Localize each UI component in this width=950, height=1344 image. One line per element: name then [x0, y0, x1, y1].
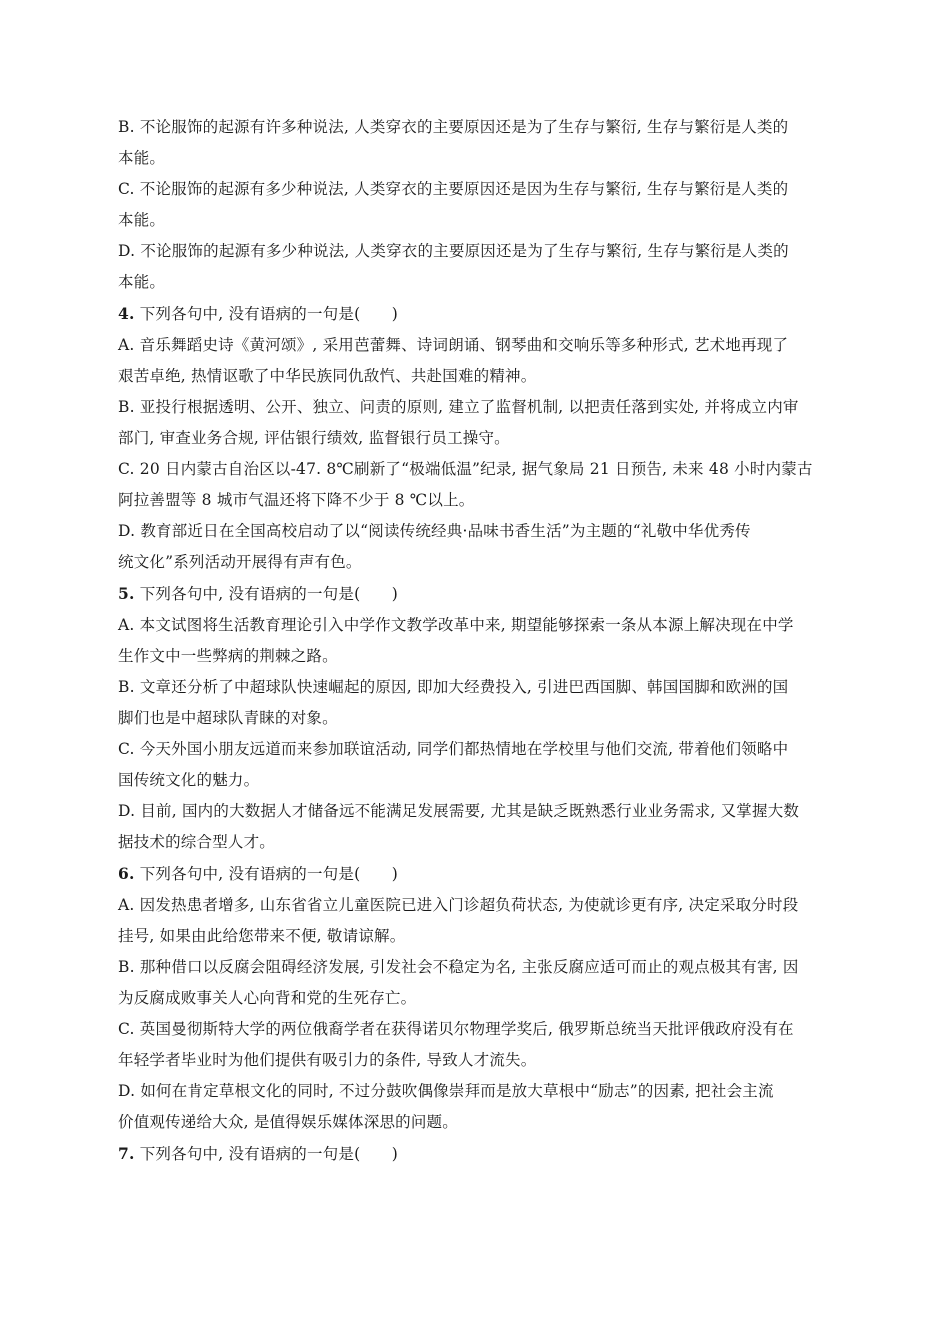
answer-option	[118, 516, 828, 578]
answer-option	[118, 1076, 828, 1138]
answer-option	[118, 952, 828, 1014]
question-text: 下列各句中, 没有语病的一句是( )	[134, 585, 398, 603]
text-line: C. 20 日内蒙古自治区以-47. 8℃刷新了“极端低温”纪录, 据气象局 21 日预告, 未来 48 小时内蒙古	[118, 460, 813, 478]
document-page	[118, 112, 828, 1170]
question-text: 下列各句中, 没有语病的一句是( )	[134, 1145, 398, 1163]
text-line: D. 目前, 国内的大数据人才储备远不能满足发展需要, 尤其是缺乏既熟悉行业业务需求, 又掌握大数	[118, 802, 800, 820]
text-line: B. 亚投行根据透明、公开、独立、问责的原则, 建立了监督机制, 以把责任落到实处, 并将成立内审	[118, 398, 799, 416]
question-stem	[118, 578, 828, 610]
text-line: 生作文中一些弊病的荆棘之路。	[118, 647, 338, 665]
text-line: 国传统文化的魅力。	[118, 771, 260, 789]
question-stem	[118, 858, 828, 890]
text-line: C. 英国曼彻斯特大学的两位俄裔学者在获得诺贝尔物理学奖后, 俄罗斯总统当天批评俄政府没有在	[118, 1020, 794, 1038]
answer-option	[118, 236, 828, 298]
text-line: 阿拉善盟等 8 城市气温还将下降不少于 8 ℃以上。	[118, 491, 475, 509]
text-line: A. 音乐舞蹈史诗《黄河颂》, 采用芭蕾舞、诗词朗诵、钢琴曲和交响乐等多种形式, 艺术地再现了	[118, 336, 789, 354]
text-line: 本能。	[118, 211, 166, 229]
text-line: B. 那种借口以反腐会阻碍经济发展, 引发社会不稳定为名, 主张反腐应适可而止的观点极其有害, 因	[118, 958, 799, 976]
text-line: 挂号, 如果由此给您带来不便, 敬请谅解。	[118, 927, 406, 945]
question-number: 4.	[118, 304, 135, 323]
answer-option	[118, 1014, 828, 1076]
answer-option	[118, 610, 828, 672]
text-line: 本能。	[118, 149, 166, 167]
answer-option	[118, 734, 828, 796]
text-line: C. 不论服饰的起源有多少种说法, 人类穿衣的主要原因还是因为生存与繁衍, 生存与繁衍是人类的	[118, 180, 789, 198]
text-line: 艰苦卓绝, 热情讴歌了中华民族同仇敌忾、共赴国难的精神。	[118, 367, 537, 385]
text-line: A. 本文试图将生活教育理论引入中学作文教学改革中来, 期望能够探索一条从本源上解决现在中学	[118, 616, 794, 634]
text-line: 为反腐成败事关人心向背和党的生死存亡。	[118, 989, 417, 1007]
answer-option	[118, 796, 828, 858]
text-line: 价值观传递给大众, 是值得娱乐媒体深思的问题。	[118, 1113, 458, 1131]
text-line: 脚们也是中超球队青睐的对象。	[118, 709, 338, 727]
question-stem	[118, 298, 828, 330]
text-line: B. 不论服饰的起源有许多种说法, 人类穿衣的主要原因还是为了生存与繁衍, 生存与繁衍是人类的	[118, 118, 789, 136]
text-line: 本能。	[118, 273, 166, 291]
text-line: 年轻学者毕业时为他们提供有吸引力的条件, 导致人才流失。	[118, 1051, 537, 1069]
answer-option	[118, 392, 828, 454]
question-number: 6.	[118, 864, 135, 883]
text-line	[118, 858, 828, 890]
text-line	[118, 298, 828, 330]
question-text: 下列各句中, 没有语病的一句是( )	[134, 865, 398, 883]
question-number: 5.	[118, 584, 135, 603]
answer-option	[118, 454, 828, 516]
answer-option	[118, 890, 828, 952]
answer-option	[118, 174, 828, 236]
text-line: C. 今天外国小朋友远道而来参加联谊活动, 同学们都热情地在学校里与他们交流, 带着他们领略中	[118, 740, 789, 758]
text-line: D. 如何在肯定草根文化的同时, 不过分鼓吹偶像崇拜而是放大草根中“励志”的因素, 把社会主流	[118, 1082, 774, 1100]
text-line: D. 教育部近日在全国高校启动了以“阅读传统经典·品味书香生活”为主题的“礼敬中华优秀传	[118, 522, 751, 540]
question-stem	[118, 1138, 828, 1170]
question-number: 7.	[118, 1144, 135, 1163]
text-line	[118, 1138, 828, 1170]
text-line: D. 不论服饰的起源有多少种说法, 人类穿衣的主要原因还是为了生存与繁衍, 生存与繁衍是人类的	[118, 242, 789, 260]
text-line: B. 文章还分析了中超球队快速崛起的原因, 即加大经费投入, 引进巴西国脚、韩国国脚和欧洲的国	[118, 678, 789, 696]
text-line: A. 因发热患者增多, 山东省省立儿童医院已进入门诊超负荷状态, 为使就诊更有序, 决定采取分时段	[118, 896, 799, 914]
text-line: 据技术的综合型人才。	[118, 833, 276, 851]
text-line	[118, 578, 828, 610]
text-line: 部门, 审查业务合规, 评估银行绩效, 监督银行员工操守。	[118, 429, 510, 447]
answer-option	[118, 112, 828, 174]
question-text: 下列各句中, 没有语病的一句是( )	[134, 305, 398, 323]
text-line: 统文化”系列活动开展得有声有色。	[118, 553, 362, 571]
answer-option	[118, 672, 828, 734]
answer-option	[118, 330, 828, 392]
